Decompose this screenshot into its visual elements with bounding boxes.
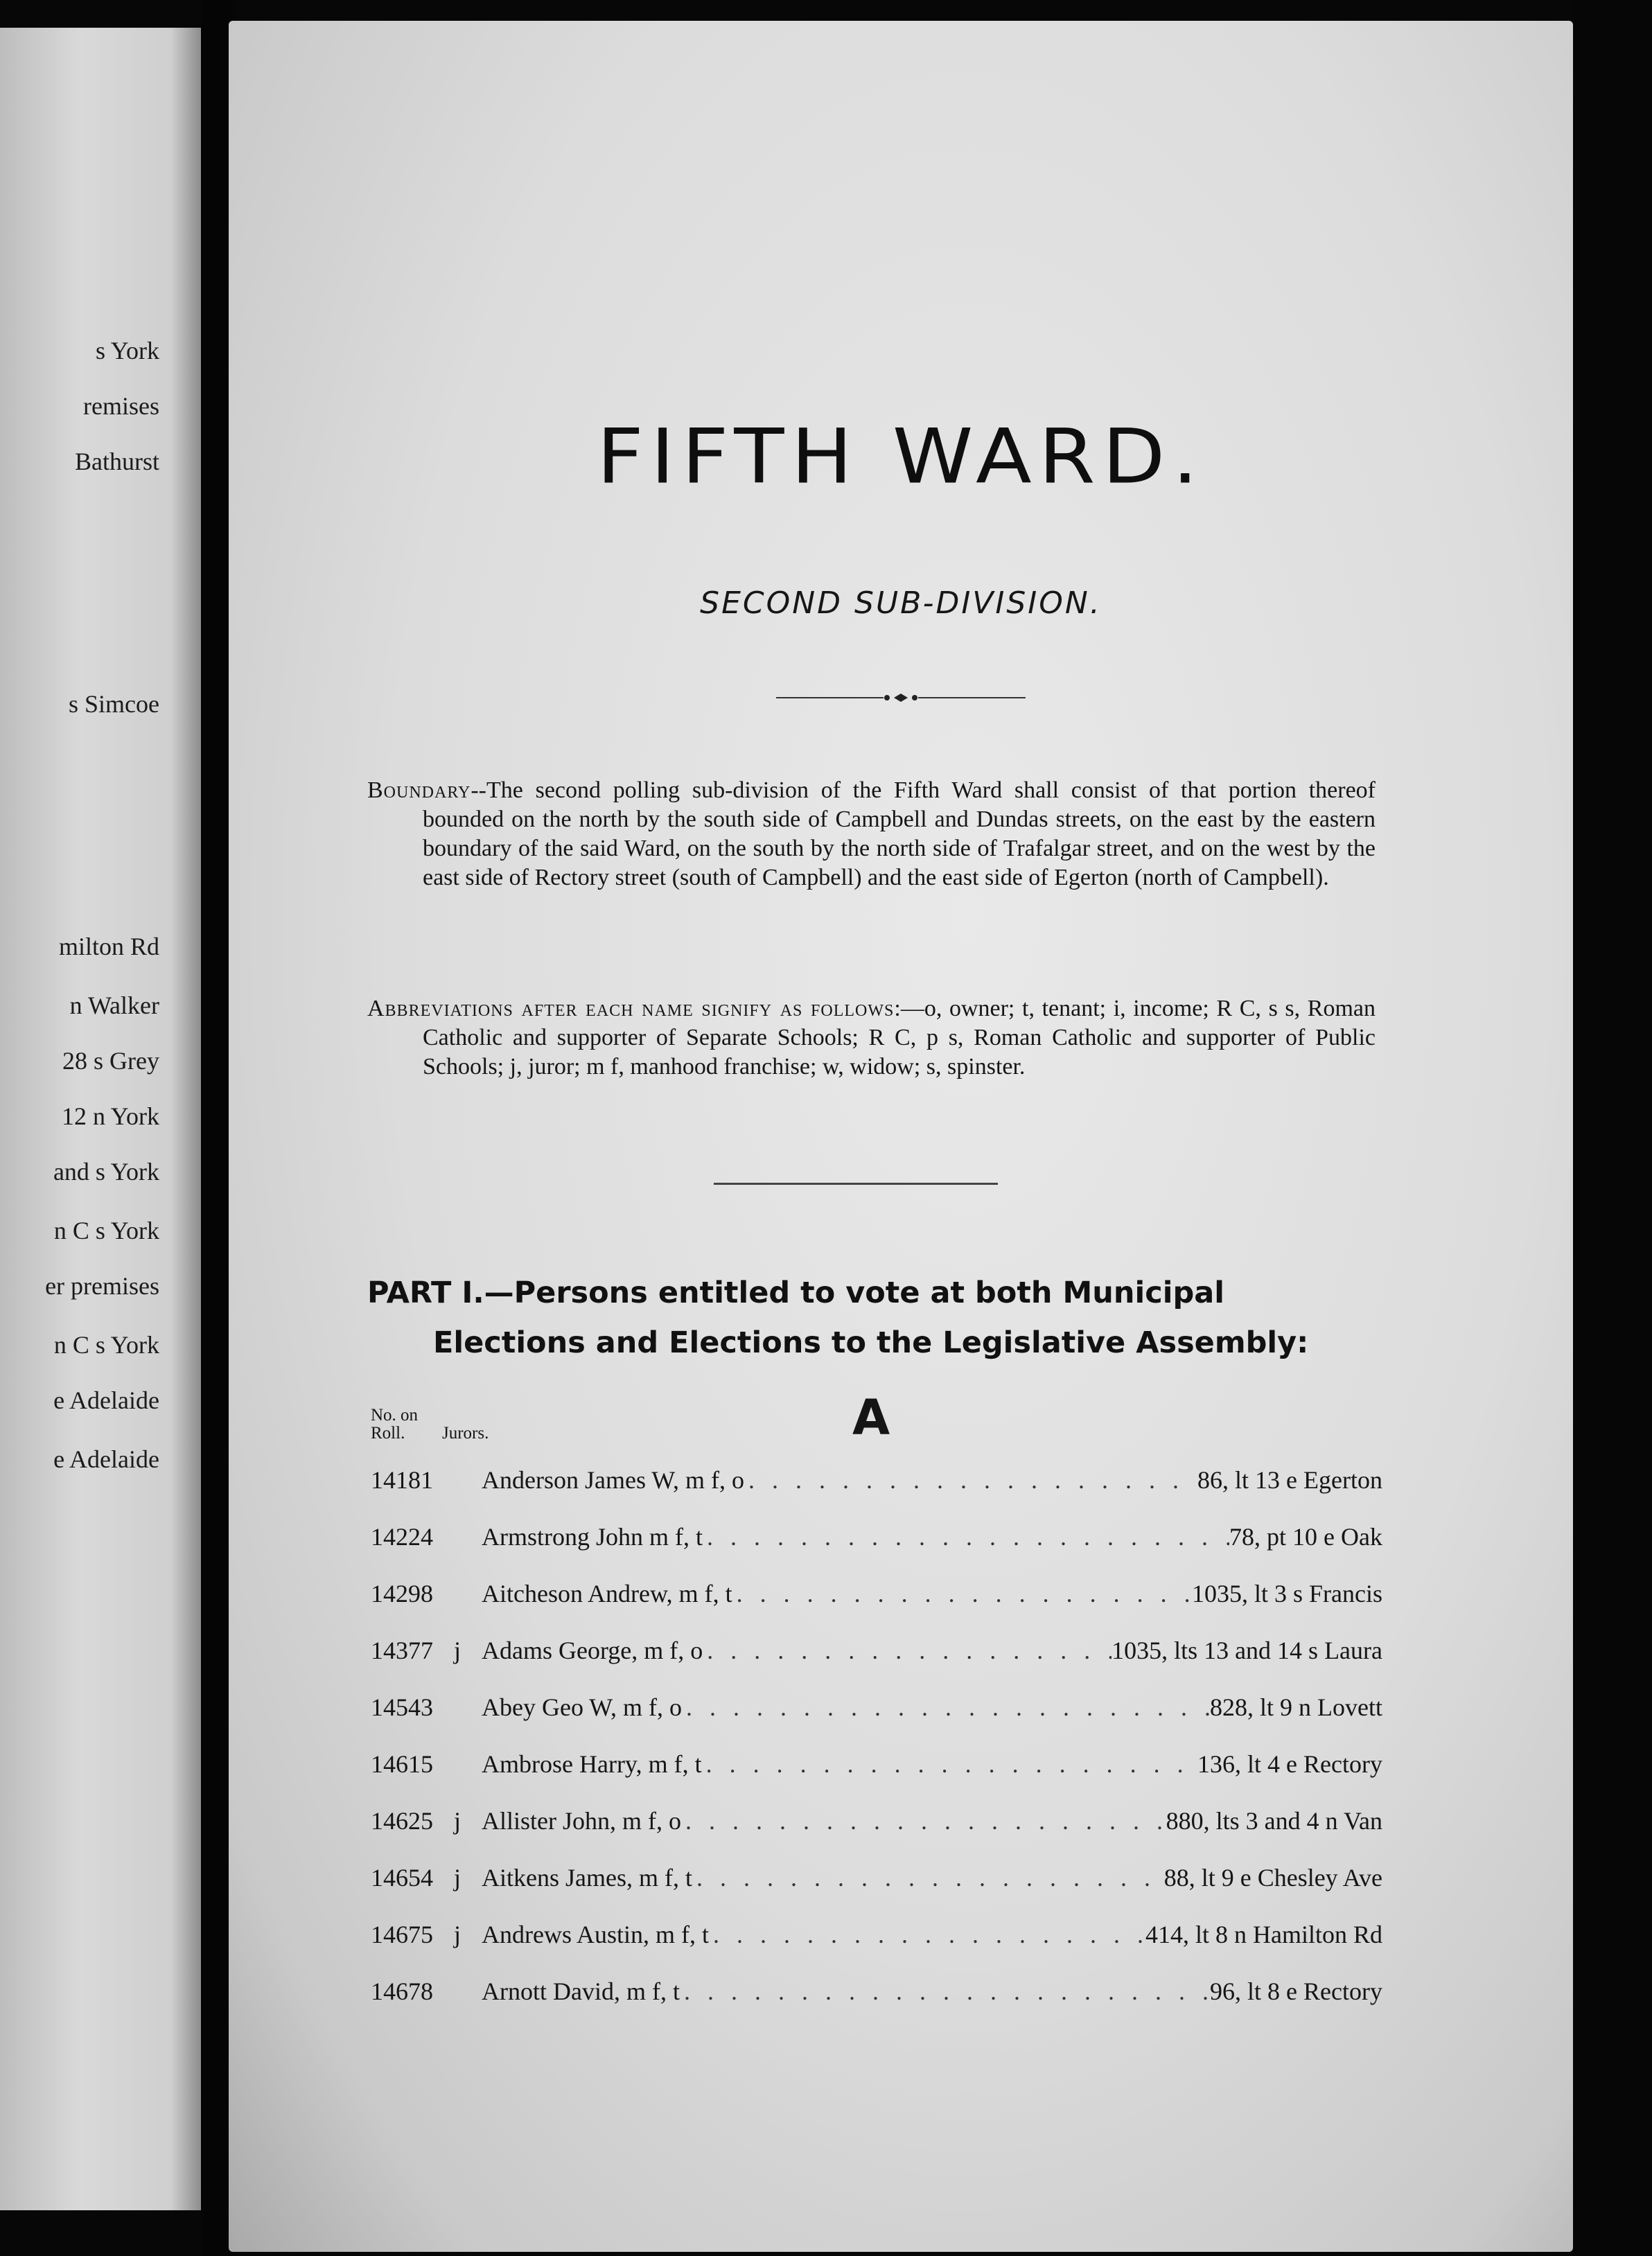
voter-name: Armstrong John m f, t: [482, 1523, 703, 1551]
voter-row: [371, 1579, 1382, 1621]
voter-name: Ambrose Harry, m f, t: [482, 1750, 702, 1778]
leader-dots: [682, 1693, 1210, 1722]
leader-dots: [732, 1579, 1192, 1608]
roll-number: 14298: [371, 1580, 433, 1607]
voter-name: Adams George, m f, o: [482, 1637, 703, 1664]
left-fragment-line: n Walker: [69, 992, 159, 1019]
left-fragment-line: and s York: [53, 1158, 159, 1186]
roll-number: 14377: [371, 1637, 433, 1664]
voter-row: [371, 1920, 1382, 1962]
voter-address: 86, lt 13 e Egerton: [1197, 1466, 1382, 1494]
voter-address: 96, lt 8 e Rectory: [1210, 1977, 1382, 2005]
voter-address: 78, pt 10 e Oak: [1229, 1523, 1382, 1551]
left-fragment-line: 28 s Grey: [62, 1047, 159, 1075]
page-title: FIFTH WARD.: [596, 412, 1206, 501]
voter-row: [371, 1522, 1382, 1564]
left-fragment-line: milton Rd: [58, 933, 159, 960]
left-fragment-line: s York: [95, 337, 159, 364]
voter-name: Aitkens James, m f, t: [482, 1864, 692, 1892]
roll-number: 14678: [371, 1977, 433, 2005]
leader-dots: [709, 1920, 1145, 1949]
boundary-paragraph: [367, 776, 1376, 892]
juror-mark: j: [454, 1637, 462, 1664]
leader-dots: [703, 1522, 1229, 1551]
document-page: [229, 21, 1573, 2252]
roll-number-header: No. on Roll.: [371, 1406, 419, 1443]
abbreviations-paragraph: [367, 994, 1376, 1082]
voter-row: [371, 1465, 1382, 1507]
roll-number: 14181: [371, 1466, 433, 1494]
juror-mark: j: [454, 1921, 462, 1948]
voter-name: Anderson James W, m f, o: [482, 1466, 744, 1494]
voter-address: 1035, lts 13 and 14 s Laura: [1111, 1637, 1382, 1664]
voter-name: Andrews Austin, m f, t: [482, 1921, 709, 1948]
roll-number: 14675: [371, 1921, 433, 1948]
left-fragment-line: Bathurst: [75, 448, 159, 475]
voter-row: [371, 1636, 1382, 1677]
voter-name: Arnott David, m f, t: [482, 1977, 680, 2005]
alphabet-letter-heading: A: [852, 1389, 890, 1446]
voter-address: 828, lt 9 n Lovett: [1210, 1693, 1382, 1721]
part-heading-line2: Elections and Elections to the Legislative Assembly:: [433, 1325, 1309, 1360]
part-heading-line1: PART I.—Persons entitled to vote at both Municipal: [367, 1276, 1224, 1310]
juror-mark: j: [454, 1864, 462, 1892]
book-edge: [1573, 0, 1652, 2256]
voter-row: [371, 1977, 1382, 2018]
left-page-fragment: [0, 28, 201, 2210]
voter-row: [371, 1750, 1382, 1791]
voter-name: Abey Geo W, m f, o: [482, 1693, 682, 1721]
leader-dots: [681, 1806, 1166, 1835]
voter-address: 136, lt 4 e Rectory: [1197, 1750, 1382, 1778]
voter-address: 88, lt 9 e Chesley Ave: [1163, 1864, 1382, 1892]
left-fragment-line: e Adelaide: [53, 1386, 159, 1414]
left-fragment-line: er premises: [45, 1272, 159, 1300]
leader-dots: [692, 1863, 1164, 1892]
voter-name: Allister John, m f, o: [482, 1807, 681, 1835]
leader-dots: [680, 1977, 1210, 2006]
roll-number: 14224: [371, 1523, 433, 1551]
abbreviations-text: :—o, owner; t, tenant; i, income; R C, s s, Roman Catholic and supporter of Separate Schools; R C, p s, Roman Catholic and supporter of Public Schools; j, juror; m f, manhood franchise; w, widow; s, spinster.: [423, 996, 1376, 1079]
leader-dots: [702, 1750, 1197, 1779]
voter-row: [371, 1806, 1382, 1848]
abbreviations-lead: Abbreviations after each name signify as follows: [367, 996, 895, 1021]
boundary-text: --The second polling sub-division of the Fifth Ward shall consist of that portion thereof bounded on the north by the south side of Campbell and Dundas streets, on the east by the eastern boundary of the said Ward, on the south by the north side of Trafalgar street, and on the west by the east side of Rectory street (south of Campbell) and the east side of Egerton (north of Campbell).: [423, 777, 1376, 890]
voter-name: Aitcheson Andrew, m f, t: [482, 1580, 732, 1607]
voter-row: [371, 1863, 1382, 1905]
left-fragment-line: 12 n York: [61, 1102, 159, 1130]
roll-number: 14543: [371, 1693, 433, 1721]
voter-address: 1035, lt 3 s Francis: [1192, 1580, 1382, 1607]
voter-row: [371, 1693, 1382, 1734]
leader-dots: [744, 1465, 1197, 1495]
leader-dots: [703, 1636, 1111, 1665]
left-fragment-line: n C s York: [53, 1331, 159, 1359]
roll-number: 14625: [371, 1807, 433, 1835]
part-heading: [367, 1268, 1376, 1368]
juror-mark: j: [454, 1807, 462, 1835]
voter-address: 880, lts 3 and 4 n Van: [1166, 1807, 1382, 1835]
section-rule: [714, 1183, 998, 1185]
left-fragment-line: remises: [83, 392, 159, 420]
left-fragment-line: n C s York: [53, 1217, 159, 1244]
roll-number: 14615: [371, 1750, 433, 1778]
boundary-lead: Boundary: [367, 777, 471, 803]
voter-address: 414, lt 8 n Hamilton Rd: [1145, 1921, 1382, 1948]
left-fragment-line: s Simcoe: [69, 690, 159, 718]
page-subtitle: SECOND SUB-DIVISION.: [700, 585, 1102, 621]
jurors-header: Jurors.: [442, 1424, 489, 1443]
ornament-divider: [229, 689, 1573, 710]
roll-number: 14654: [371, 1864, 433, 1892]
left-fragment-line: e Adelaide: [53, 1445, 159, 1473]
